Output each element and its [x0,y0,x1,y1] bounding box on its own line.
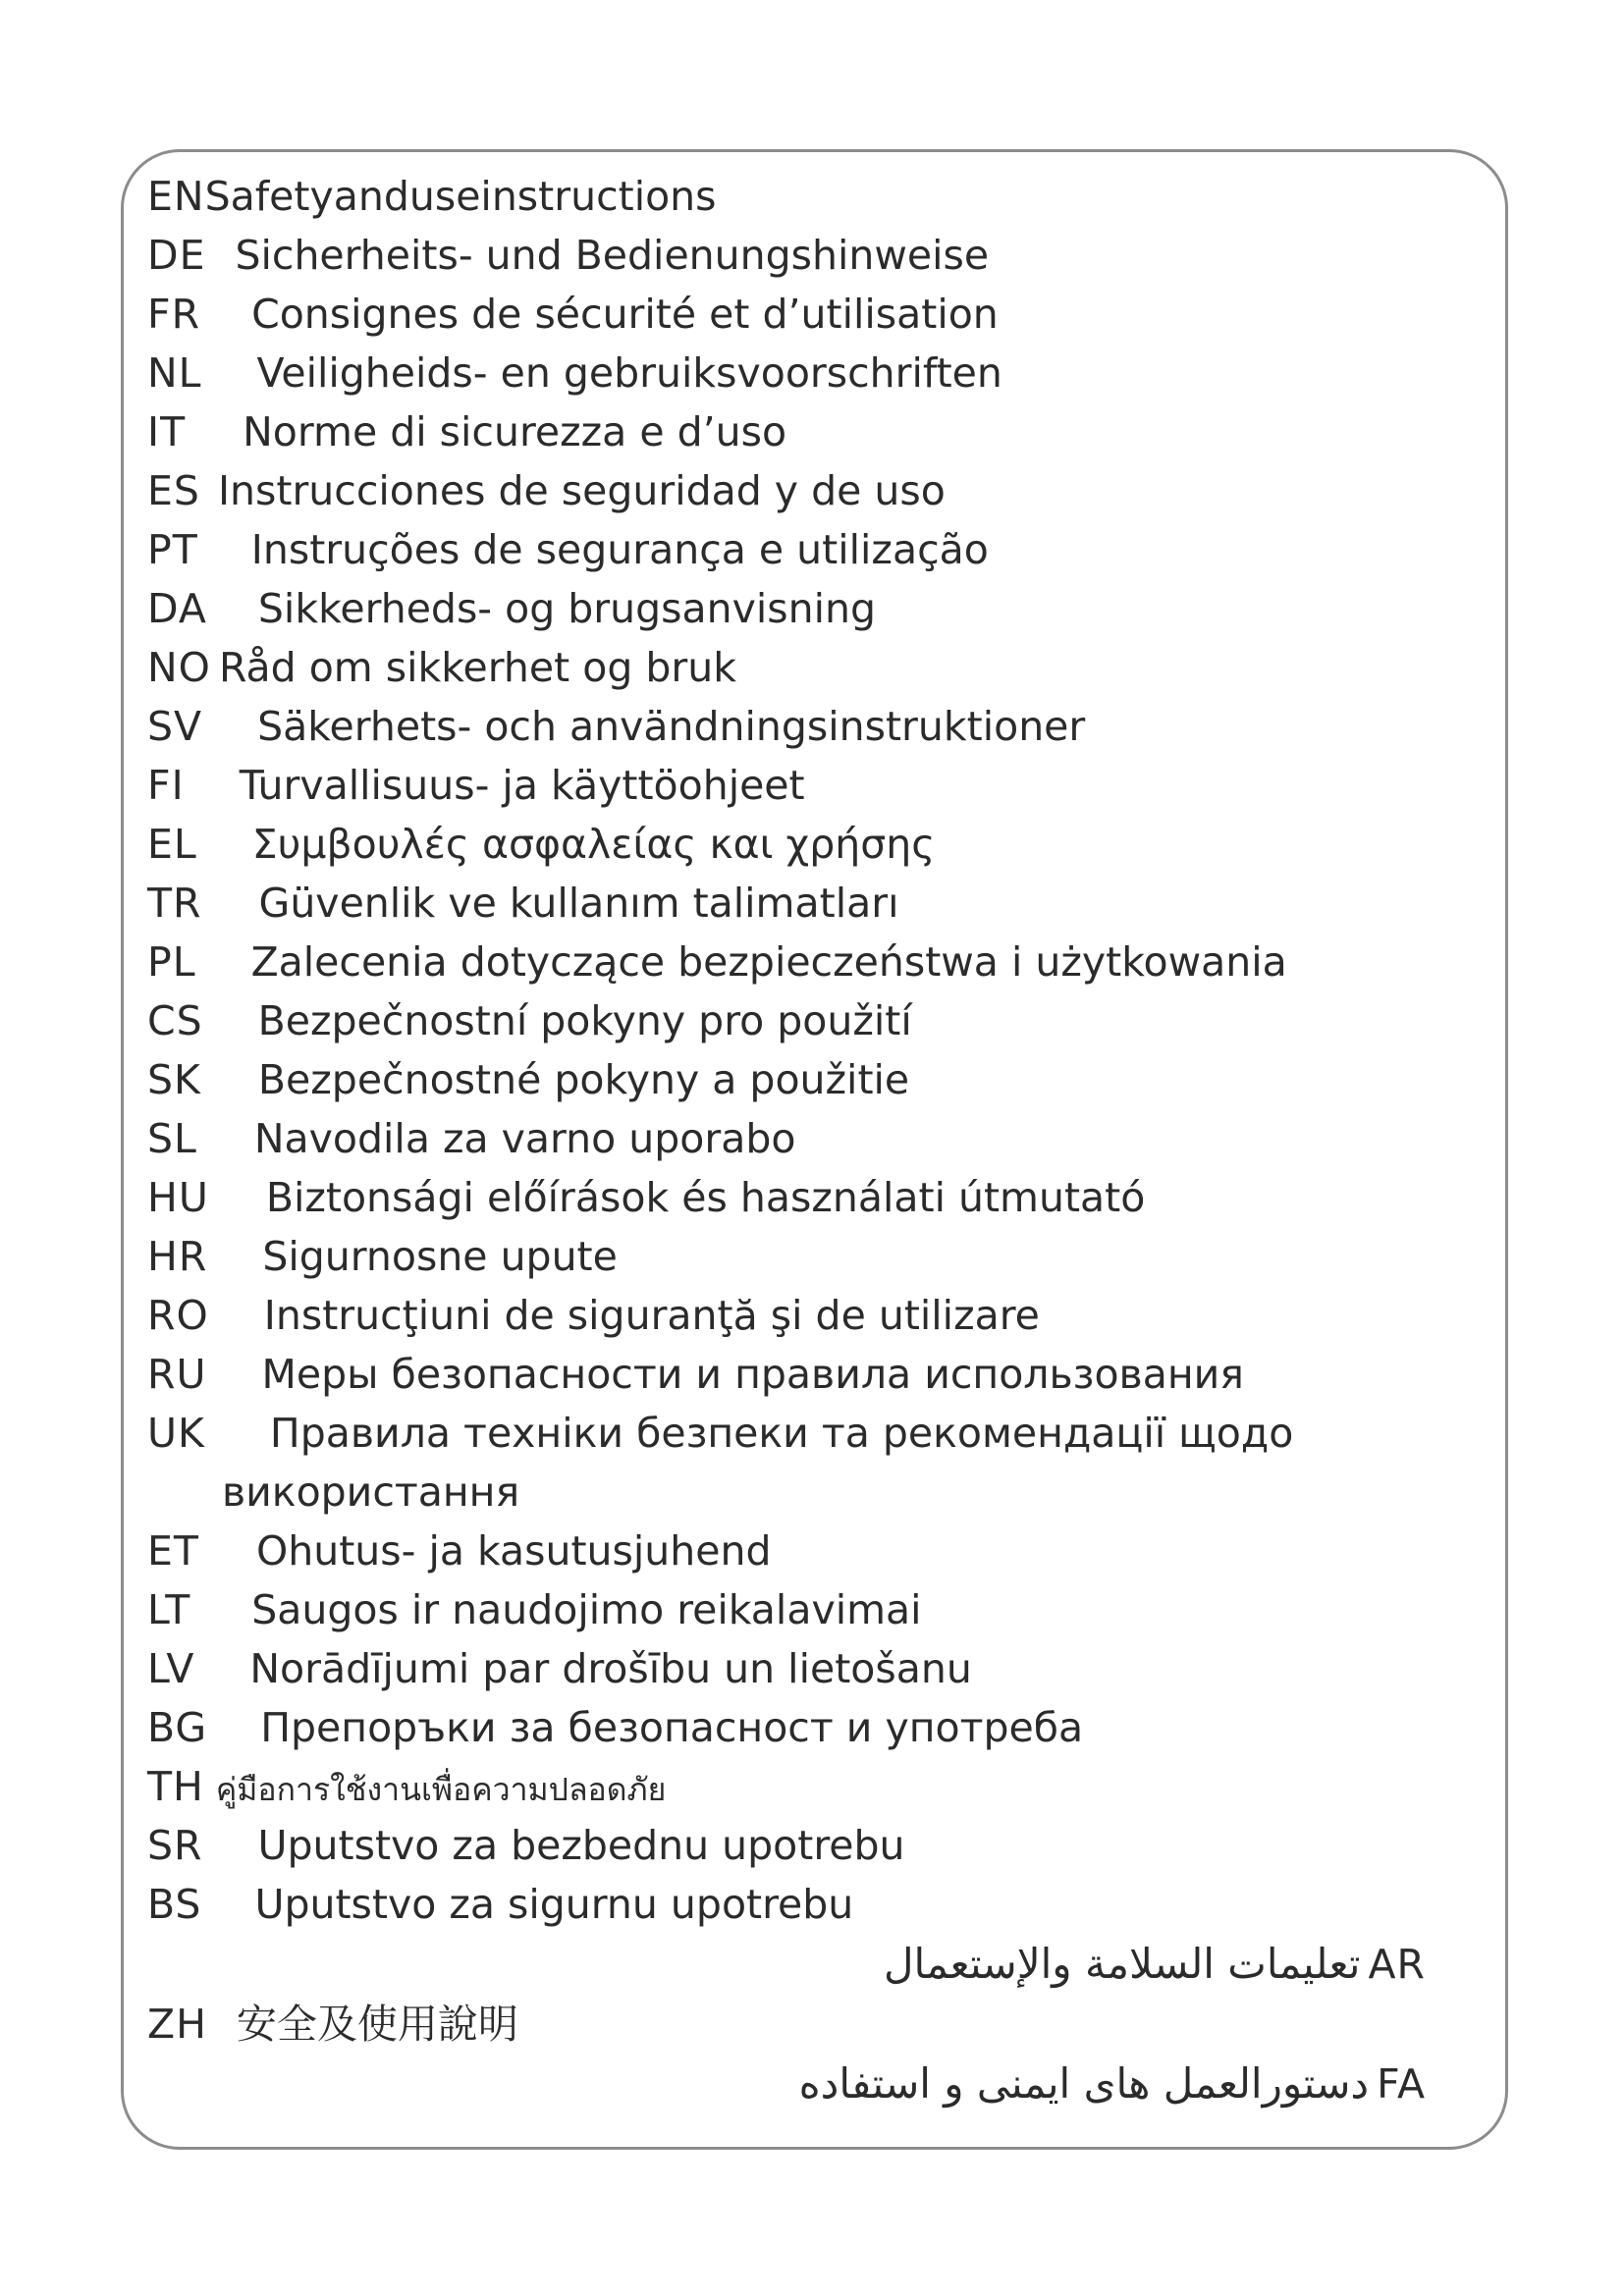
language-code: DA [147,585,207,632]
language-code: ES [147,467,200,514]
language-title: Препоръки за безопасност и употреба [260,1704,1084,1751]
language-title: Zalecenia dotyczące bezpieczeństwa i użytkowania [250,938,1287,986]
language-code: PT [147,526,198,573]
language-code: SK [147,1056,201,1103]
language-row-pt [147,520,1453,579]
language-title: Safetyanduseinstructions [204,173,717,220]
language-code: HR [147,1233,208,1280]
language-title: تعليمات السلامة والإستعمال [883,1940,1361,1988]
language-title: Consignes de sécurité et d’utilisation [251,291,999,338]
language-code: HU [147,1174,209,1221]
language-code: CS [147,997,203,1044]
language-code: BG [147,1704,208,1751]
language-row-bg [147,1698,1453,1757]
language-row-sv [147,697,1453,756]
language-title: Norme di sicurezza e d’uso [243,408,787,455]
language-title: Turvallisuus- ja käyttöohjeet [239,762,805,809]
language-title: Råd om sikkerhet og bruk [218,644,736,691]
language-row-de [147,226,1453,285]
language-code: AR [1368,1941,1426,1988]
language-title: 安全及使用說明 [236,2001,518,2048]
language-row-uk-continued [147,1463,1453,1522]
language-title: Instrucţiuni de siguranţă şi de utilizare [263,1292,1040,1339]
language-code: LV [147,1645,195,1692]
language-title: Меры безопасности и правила использования [261,1351,1244,1398]
language-row-tr [147,874,1453,933]
language-code: RO [147,1292,209,1339]
language-list [147,167,1453,2114]
language-title: Instrucciones de seguridad y de uso [217,467,946,514]
language-code: TR [147,880,202,927]
language-title: Sicherheits- und Bedienungshinweise [235,232,990,279]
language-title: Güvenlik ve kullanım talimatları [258,880,899,927]
language-row-sl [147,1109,1453,1168]
language-title: Συμβουλές ασφαλείας και χρήσης [251,821,936,868]
language-code: NO [147,644,211,691]
language-code: IT [147,408,187,455]
language-title: Saugos ir naudojimo reikalavimai [251,1586,922,1633]
language-title: Instruções de segurança e utilização [250,526,989,573]
language-code: TH [147,1763,204,1810]
language-code: PL [147,938,196,986]
language-code: EN [147,173,205,220]
language-row-sr [147,1816,1453,1875]
language-code: SV [147,703,203,750]
language-code: FA [1377,2060,1426,2108]
language-code: FI [147,762,185,809]
language-row-uk [147,1404,1453,1463]
language-title: Uputstvo za sigurnu upotrebu [254,1881,854,1928]
language-row-zh [147,1995,1453,2054]
language-row-no [147,638,1453,697]
language-row-et [147,1522,1453,1580]
language-row-hr [147,1227,1453,1286]
language-title: Norādījumi par drošību un lietošanu [249,1645,972,1692]
language-title: Säkerhets- och användningsinstruktioner [257,703,1086,750]
language-title: Ohutus- ja kasutusjuhend [255,1527,772,1575]
language-code: RU [147,1351,207,1398]
language-title: Bezpečnostní pokyny pro použití [257,997,912,1044]
language-code: ET [147,1527,199,1575]
language-title: Bezpečnostné pokyny a použitie [257,1056,910,1103]
language-row-ro [147,1286,1453,1345]
language-title: Правила техніки безпеки та рекомендації щодо [269,1410,1294,1457]
language-row-cs [147,991,1453,1050]
language-row-lt [147,1580,1453,1639]
language-title: Sikkerheds- og brugsanvisning [257,585,877,632]
language-code: UK [147,1410,205,1457]
language-title: Uputstvo za bezbednu upotrebu [257,1822,905,1869]
language-title: دستورالعمل های ایمنی و استفاده [798,2059,1370,2108]
language-row-th [147,1757,1453,1816]
language-code: ZH [147,2001,207,2048]
language-code: EL [147,821,197,868]
language-row-hu [147,1168,1453,1227]
language-row-pl [147,933,1453,991]
language-title: Sigurnosne upute [262,1233,618,1280]
language-title: використання [222,1468,520,1516]
language-code: DE [147,232,206,279]
language-code: BS [147,1881,202,1928]
language-code: NL [147,349,202,397]
language-row-en [147,167,1453,226]
language-title: Biztonsági előírások és használati útmutató [265,1174,1146,1221]
language-row-da [147,579,1453,638]
language-row-fr [147,285,1453,344]
language-title: คู่มือการใช้งานเพื่อความปลอดภัย [215,1771,667,1808]
language-row-it [147,402,1453,461]
language-row-el [147,815,1453,874]
language-code: FR [147,291,201,338]
language-title: Navodila za varno uporabo [253,1115,796,1162]
language-row-ru [147,1345,1453,1404]
language-code: SR [147,1822,203,1869]
language-code: SL [147,1115,197,1162]
language-row-es [147,461,1453,520]
language-row-lv [147,1639,1453,1698]
language-row-bs [147,1875,1453,1934]
language-row-ar [147,1934,1453,1995]
language-row-fi [147,756,1453,815]
language-row-fa [147,2054,1453,2114]
language-title: Veiligheids- en gebruiksvoorschriften [256,349,1002,397]
language-code: LT [147,1586,191,1633]
language-row-nl [147,344,1453,402]
language-row-sk [147,1050,1453,1109]
